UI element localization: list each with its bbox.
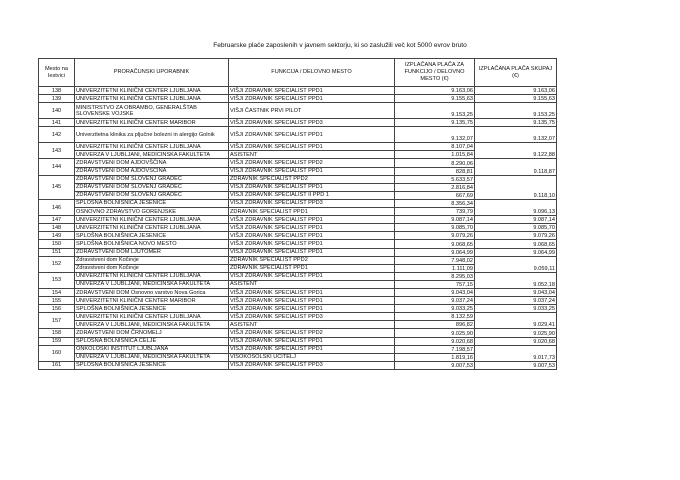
table-row xyxy=(39,159,557,167)
position-cell: VIŠJI ZDRAVNIK SPECIALIST PPD1 xyxy=(229,272,395,280)
rank-cell: 143 xyxy=(39,143,75,159)
rank-cell: 145 xyxy=(39,175,75,199)
position-cell: VIŠJI ZDRAVNIK SPECIALIST PPD1 xyxy=(229,95,395,103)
employer-cell: Zdravstveni dom Kočevje xyxy=(75,256,229,264)
table-row xyxy=(39,119,557,127)
paid-cell: 8.107,04 xyxy=(395,143,475,151)
rank-cell: 158 xyxy=(39,329,75,337)
employer-cell: SPLOŠNA BOLNIŠNICA JESENICE xyxy=(75,199,229,207)
paid-cell: 667,69 xyxy=(395,191,475,199)
rank-cell: 149 xyxy=(39,232,75,240)
position-cell: VIŠJI ZDRAVNIK SPECIALIST PPD1 xyxy=(229,224,395,232)
employer-cell: ZDRAVSTVENI DOM ČRNOMELJ xyxy=(75,329,229,337)
employer-cell: UNIVERZITETNI KLINIČNI CENTER LJUBLJANA xyxy=(75,313,229,321)
rank-cell: 148 xyxy=(39,224,75,232)
paid-cell: 8.290,06 xyxy=(395,159,475,167)
employer-cell: OSNOVNO ZDRAVSTVO GORENJSKE xyxy=(75,208,229,216)
paid-cell: 7.948,02 xyxy=(395,256,475,264)
rank-cell: 146 xyxy=(39,199,75,215)
rank-cell: 140 xyxy=(39,103,75,119)
rank-cell: 147 xyxy=(39,216,75,224)
table-row xyxy=(39,248,557,256)
total-cell: 9.085,70 xyxy=(475,224,557,232)
table-row xyxy=(39,199,557,207)
position-cell: VIŠJI ZDRAVNIK SPECIALIST PPD1 xyxy=(229,143,395,151)
employer-cell: UNIVERZITETNI KLINIČNI CENTER LJUBLJANA xyxy=(75,95,229,103)
paid-cell: 8.356,34 xyxy=(395,199,475,207)
rank-cell: 152 xyxy=(39,256,75,272)
total-cell: 9.087,14 xyxy=(475,216,557,224)
employer-cell: SPLOŠNA BOLNIŠNICA CELJE xyxy=(75,337,229,345)
table-row xyxy=(39,103,557,119)
position-cell: ZDRAVNIK SPECIALIST PPD2 xyxy=(229,175,395,183)
table-row xyxy=(39,175,557,183)
header-employer: PRORAČUNSKI UPORABNIK xyxy=(75,59,229,87)
employer-cell: UNIVERZITETNI KLINIČNI CENTER LJUBLJANA xyxy=(75,87,229,95)
paid-cell: 9.020,68 xyxy=(395,337,475,345)
employer-cell: Zdravstveni dom Kočevje xyxy=(75,264,229,272)
employer-cell: Univerzitetna klinika za pljučne bolezni in alergijo Golnik xyxy=(75,127,229,143)
paid-cell: 2.816,84 xyxy=(395,183,475,191)
total-cell: 9.052,18 xyxy=(475,272,557,288)
position-cell: VIŠJI ZDRAVNIK SPECIALIST PPD2 xyxy=(229,329,395,337)
position-cell: ASISTENT xyxy=(229,151,395,159)
total-cell: 9.059,11 xyxy=(475,256,557,272)
position-cell: VIŠJI ZDRAVNIK SPECIALIST PPD1 xyxy=(229,288,395,296)
paid-cell: 9.037,24 xyxy=(395,297,475,305)
rank-cell: 144 xyxy=(39,159,75,175)
employer-cell: UNIVERZITETNI KLINIČNI CENTER MARIBOR xyxy=(75,297,229,305)
total-cell: 9.079,26 xyxy=(475,232,557,240)
position-cell: ASISTENT xyxy=(229,321,395,329)
rank-cell: 141 xyxy=(39,119,75,127)
table-row xyxy=(39,216,557,224)
total-cell: 9.068,65 xyxy=(475,240,557,248)
employer-cell: UNIVERZA V LJUBLJANI, MEDICINSKA FAKULTETA xyxy=(75,353,229,361)
position-cell: VIŠJI ZDRAVNIK SPECIALIST PPD2 xyxy=(229,159,395,167)
total-cell: 9.135,75 xyxy=(475,119,557,127)
total-cell: 9.017,73 xyxy=(475,345,557,361)
paid-cell: 5.633,57 xyxy=(395,175,475,183)
table-row xyxy=(39,345,557,353)
paid-cell: 9.043,04 xyxy=(395,288,475,296)
table-row xyxy=(39,224,557,232)
employer-cell: ZDRAVSTVENI DOM SLOVENJ GRADEC xyxy=(75,183,229,191)
position-cell: VIŠJI ZDRAVNIK SPECIALIST PPD3 xyxy=(229,361,395,369)
position-cell: VIŠJI ZDRAVNIK SPECIALIST PPD1 xyxy=(229,240,395,248)
total-cell: 9.096,13 xyxy=(475,199,557,215)
table-body xyxy=(39,87,557,370)
total-cell: 9.020,68 xyxy=(475,337,557,345)
total-cell: 9.025,90 xyxy=(475,329,557,337)
employer-cell: UNIVERZITETNI KLINIČNI CENTER LJUBLJANA xyxy=(75,224,229,232)
paid-cell: 9.153,25 xyxy=(395,103,475,119)
position-cell: VIŠJI ZDRAVNIK SPECIALIST PPD1 xyxy=(229,337,395,345)
rank-cell: 160 xyxy=(39,345,75,361)
table-row xyxy=(39,240,557,248)
table-row xyxy=(39,305,557,313)
total-cell: 9.037,24 xyxy=(475,297,557,305)
position-cell: ZDRAVNIK SPECIALIST PPD1 xyxy=(229,264,395,272)
employer-cell: ZDRAVSTVENI DOM AJDOVŠČINA xyxy=(75,167,229,175)
rank-cell: 156 xyxy=(39,305,75,313)
position-cell: VIŠJI ZDRAVNIK SPECIALIST PPD3 xyxy=(229,119,395,127)
total-cell: 9.064,99 xyxy=(475,248,557,256)
position-cell: ZDRAVNIK SPECIALIST PPD1 xyxy=(229,208,395,216)
table-row xyxy=(39,288,557,296)
employer-cell: ZDRAVSTVENI DOM Osnovno varstvo Nova Gorica xyxy=(75,288,229,296)
paid-cell: 9.079,26 xyxy=(395,232,475,240)
paid-cell: 9.155,63 xyxy=(395,95,475,103)
employer-cell: ZDRAVSTVENI DOM SLOVENJ GRADEC xyxy=(75,175,229,183)
position-cell: VIŠJI ZDRAVNIK SPECIALIST PPD1 xyxy=(229,216,395,224)
paid-cell: 8.132,59 xyxy=(395,313,475,321)
paid-cell: 9.033,25 xyxy=(395,305,475,313)
position-cell: VIŠJI ZDRAVNIK SPECIALIST PPD1 xyxy=(229,127,395,143)
employer-cell: UNIVERZITETNI KLINIČNI CENTER LJUBLJANA xyxy=(75,216,229,224)
paid-cell: 9.007,53 xyxy=(395,361,475,369)
table-row xyxy=(39,143,557,151)
table-row xyxy=(39,337,557,345)
position-cell: VIŠJI ZDRAVNIK SPECIALIST PPD1 xyxy=(229,345,395,353)
employer-cell: SPLOŠNA BOLNIŠNICA JESENICE xyxy=(75,232,229,240)
paid-cell: 757,15 xyxy=(395,280,475,288)
header-total: IZPLAČANA PLAČA SKUPAJ (€) xyxy=(475,59,557,87)
paid-cell: 739,79 xyxy=(395,208,475,216)
position-cell: VIŠJI ZDRAVNIK SPECIALIST PPD1 xyxy=(229,167,395,175)
rank-cell: 138 xyxy=(39,87,75,95)
table-row xyxy=(39,272,557,280)
position-cell: VIŠJI ZDRAVNIK SPECIALIST PPD1 xyxy=(229,232,395,240)
rank-cell: 153 xyxy=(39,272,75,288)
employer-cell: UNIVERZITETNI KLINIČNI CENTER LJUBLJANA xyxy=(75,272,229,280)
position-cell: VIŠJI ZDRAVNIK SPECIALIST PPD3 xyxy=(229,313,395,321)
total-cell: 9.132,07 xyxy=(475,127,557,143)
paid-cell: 8.295,03 xyxy=(395,272,475,280)
rank-cell: 150 xyxy=(39,240,75,248)
header-rank: Mesto na lestvici xyxy=(39,59,75,87)
employer-cell: SPLOŠNA BOLNIŠNICA NOVO MESTO xyxy=(75,240,229,248)
total-cell: 9.029,41 xyxy=(475,313,557,329)
table-row xyxy=(39,87,557,95)
position-cell: VIŠJI ZDRAVNIK SPECIALIST PPD1 xyxy=(229,248,395,256)
header-paid: IZPLAČANA PLAČA ZA FUNKCIJO / DELOVNO MESTO (€) xyxy=(395,59,475,87)
employer-cell: ZDRAVSTVENI DOM AJDOVŠČINA xyxy=(75,159,229,167)
rank-cell: 154 xyxy=(39,288,75,296)
rank-cell: 157 xyxy=(39,313,75,329)
employer-cell: UNIVERZA V LJUBLJANI, MEDICINSKA FAKULTETA xyxy=(75,151,229,159)
document-title: Februarske plače zaposlenih v javnem sektorju, ki so zaslužili več kot 5000 evrov bruto xyxy=(213,42,467,49)
paid-cell: 1.111,09 xyxy=(395,264,475,272)
total-cell: 9.007,53 xyxy=(475,361,557,369)
total-cell: 9.163,06 xyxy=(475,87,557,95)
paid-cell: 9.132,07 xyxy=(395,127,475,143)
salary-table xyxy=(38,58,557,370)
total-cell: 9.043,04 xyxy=(475,288,557,296)
paid-cell: 828,81 xyxy=(395,167,475,175)
header-position: FUNKCIJA / DELOVNO MESTO xyxy=(229,59,395,87)
total-cell: 9.122,88 xyxy=(475,143,557,159)
employer-cell: SPLOŠNA BOLNIŠNICA JESENICE xyxy=(75,361,229,369)
paid-cell: 7.198,57 xyxy=(395,345,475,353)
header-row xyxy=(39,59,557,87)
employer-cell: UNIVERZITETNI KLINIČNI CENTER LJUBLJANA xyxy=(75,143,229,151)
table-row xyxy=(39,232,557,240)
position-cell: ASISTENT xyxy=(229,280,395,288)
rank-cell: 161 xyxy=(39,361,75,369)
table-row xyxy=(39,329,557,337)
total-cell: 9.118,10 xyxy=(475,175,557,199)
position-cell: VIŠJI ZDRAVNIK SPECIALIST PPD1 xyxy=(229,183,395,191)
paid-cell: 896,82 xyxy=(395,321,475,329)
table-row xyxy=(39,95,557,103)
paid-cell: 1.819,16 xyxy=(395,353,475,361)
employer-cell: UNIVERZITETNI KLINIČNI CENTER MARIBOR xyxy=(75,119,229,127)
paid-cell: 9.025,90 xyxy=(395,329,475,337)
rank-cell: 159 xyxy=(39,337,75,345)
employer-cell: UNIVERZA V LJUBLJANI, MEDICINSKA FAKULTETA xyxy=(75,280,229,288)
employer-cell: MINISTRSTVO ZA OBRAMBO, GENERALŠTAB SLOVENSKE VOJSKE xyxy=(75,103,229,119)
employer-cell: UNIVERZA V LJUBLJANI, MEDICINSKA FAKULTETA xyxy=(75,321,229,329)
paid-cell: 9.135,75 xyxy=(395,119,475,127)
paid-cell: 9.087,14 xyxy=(395,216,475,224)
position-cell: ZDRAVNIK SPECIALIST PPD2 xyxy=(229,256,395,264)
employer-cell: ONKOLOŠKI INŠTITUT LJUBLJANA xyxy=(75,345,229,353)
rank-cell: 155 xyxy=(39,297,75,305)
position-cell: VIŠJI ČASTNIK PRVI PILOT xyxy=(229,103,395,119)
table-row xyxy=(39,313,557,321)
position-cell: VISOKOŠOLSKI UČITELJ xyxy=(229,353,395,361)
employer-cell: ZDRAVSTVENI DOM LJUTOMER xyxy=(75,248,229,256)
position-cell: VIŠJI ZDRAVNIK SPECIALIST PPD1 xyxy=(229,297,395,305)
table-row xyxy=(39,127,557,143)
table-row xyxy=(39,361,557,369)
employer-cell: SPLOŠNA BOLNIŠNICA JESENICE xyxy=(75,305,229,313)
paid-cell: 9.085,70 xyxy=(395,224,475,232)
paid-cell: 9.064,99 xyxy=(395,248,475,256)
position-cell: VIŠJI ZDRAVNIK SPECIALIST PPD3 xyxy=(229,199,395,207)
position-cell: VIŠJI ZDRAVNIK SPECIALIST PPD1 xyxy=(229,305,395,313)
rank-cell: 142 xyxy=(39,127,75,143)
table-row xyxy=(39,297,557,305)
paid-cell: 1.015,84 xyxy=(395,151,475,159)
total-cell: 9.155,63 xyxy=(475,95,557,103)
rank-cell: 151 xyxy=(39,248,75,256)
position-cell: VIŠJI ZDRAVNIK SPECIALIST PPD1 xyxy=(229,87,395,95)
paid-cell: 9.068,65 xyxy=(395,240,475,248)
rank-cell: 139 xyxy=(39,95,75,103)
table-row xyxy=(39,256,557,264)
total-cell: 9.153,25 xyxy=(475,103,557,119)
position-cell: VIŠJI ZDRAVNIK SPECIALIST II PPD 1 xyxy=(229,191,395,199)
paid-cell: 9.163,06 xyxy=(395,87,475,95)
total-cell: 9.033,25 xyxy=(475,305,557,313)
employer-cell: ZDRAVSTVENI DOM SLOVENJ GRADEC xyxy=(75,191,229,199)
total-cell: 9.118,87 xyxy=(475,159,557,175)
